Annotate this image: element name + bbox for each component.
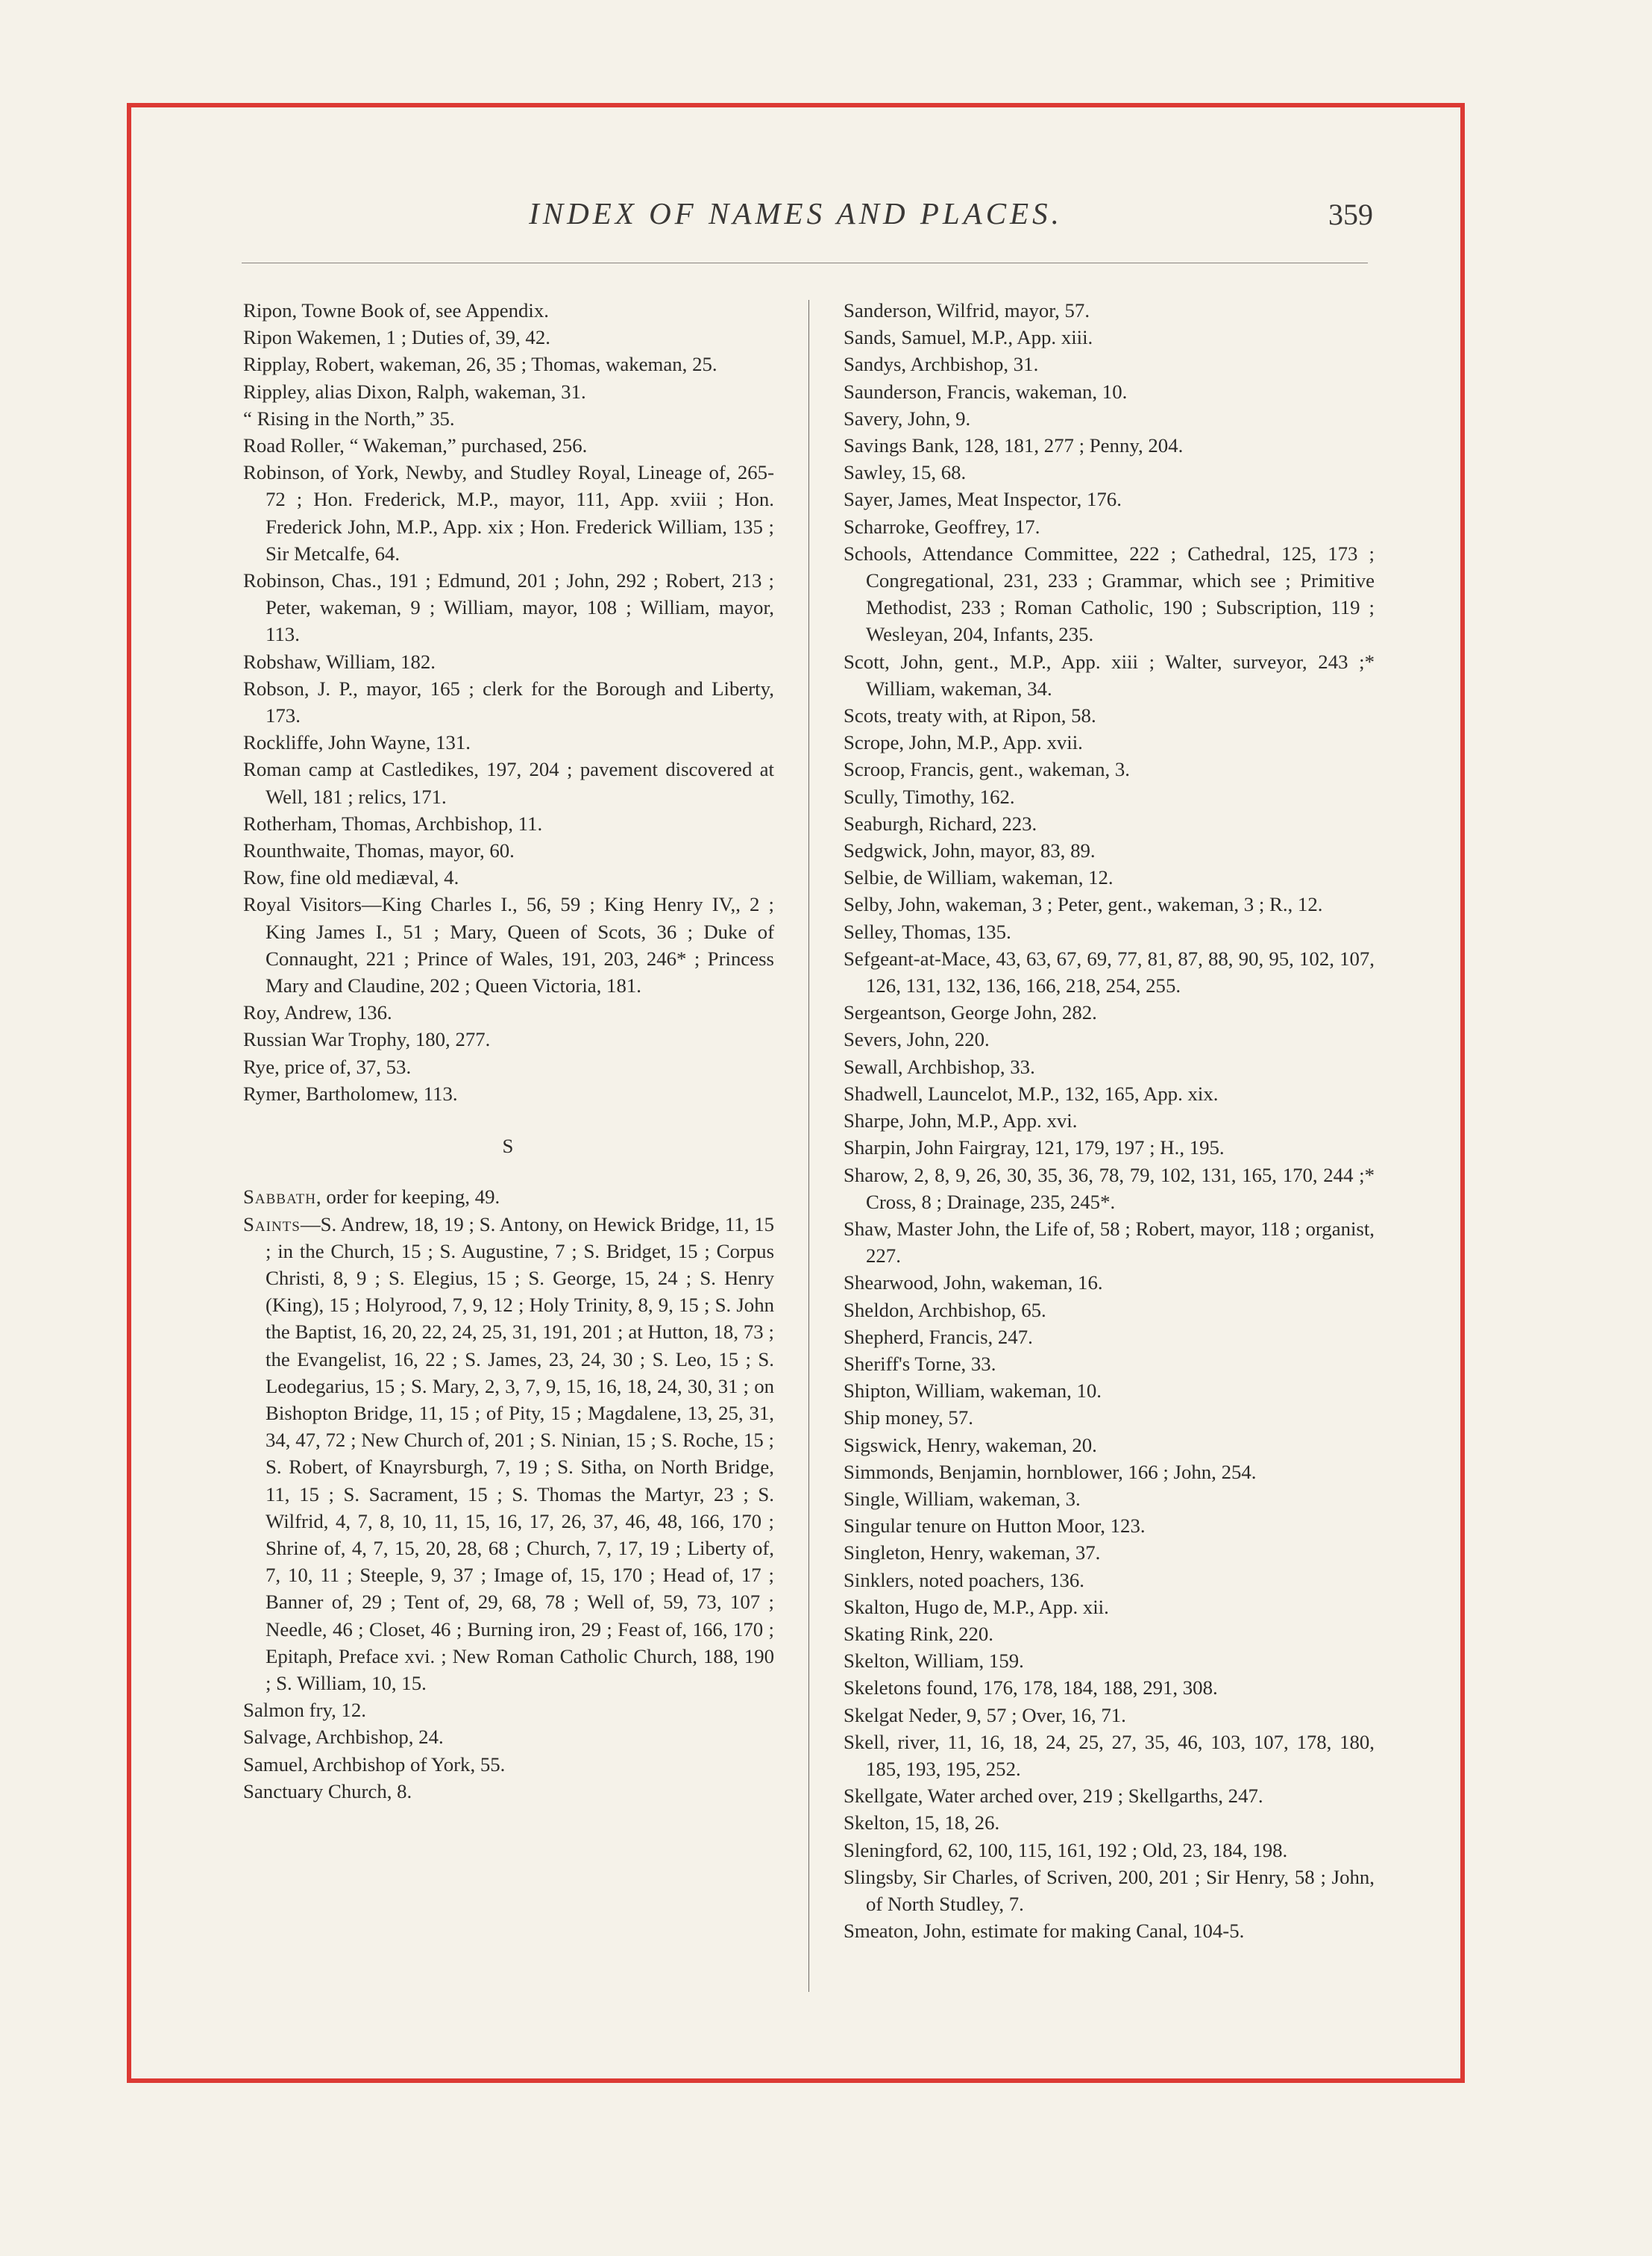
index-entry: Ripon, Towne Book of, see Appendix.	[243, 299, 549, 322]
index-entry: Smeaton, John, estimate for making Canal, 104-5.	[844, 1920, 1245, 1943]
page-number: 359	[1328, 198, 1373, 231]
index-entry: Savings Bank, 128, 181, 277 ; Penny, 204.	[844, 434, 1184, 457]
index-entry: Sheldon, Archbishop, 65.	[844, 1298, 1046, 1321]
index-entry: Scott, John, gent., M.P., App. xiii ; Walter, surveyor, 243 ;* William, wakeman, 34.	[844, 650, 1375, 700]
index-entry: Rounthwaite, Thomas, mayor, 60.	[243, 839, 515, 862]
index-entry: Skalton, Hugo de, M.P., App. xii.	[844, 1595, 1109, 1618]
index-entry: Row, fine old mediæval, 4.	[243, 866, 459, 889]
index-entry: Skelton, William, 159.	[844, 1649, 1024, 1673]
index-entry: Savery, John, 9.	[844, 407, 971, 430]
index-entry: Selbie, de William, wakeman, 12.	[844, 866, 1114, 889]
index-entry: Sheriff's Torne, 33.	[844, 1352, 996, 1375]
index-entry: Selby, John, wakeman, 3 ; Peter, gent., wakeman, 3 ; R., 12.	[844, 893, 1323, 916]
index-entry: Sedgwick, John, mayor, 83, 89.	[844, 839, 1096, 862]
index-entry: Sewall, Archbishop, 33.	[844, 1055, 1035, 1078]
index-entry: Sharpe, John, M.P., App. xvi.	[844, 1109, 1078, 1132]
index-entry-sabbath	[243, 1183, 774, 1210]
index-entry: Salvage, Archbishop, 24.	[243, 1726, 444, 1749]
index-entry: Scots, treaty with, at Ripon, 58.	[844, 704, 1096, 727]
index-entry: Rockliffe, John Wayne, 131.	[243, 731, 471, 754]
column-divider	[808, 300, 809, 1992]
left-entries-after	[243, 1696, 774, 1805]
index-entry: Shepherd, Francis, 247.	[844, 1325, 1033, 1348]
index-entry: Robson, J. P., mayor, 165 ; clerk for the Borough and Liberty, 173.	[243, 677, 774, 727]
index-entry: Singleton, Henry, wakeman, 37.	[844, 1541, 1101, 1564]
index-entry: Sefgeant-at-Mace, 43, 63, 67, 69, 77, 81, 87, 88, 90, 95, 102, 107, 126, 131, 132, 136, 166, 218, 254, 255.	[844, 947, 1375, 997]
index-entry: Robinson, Chas., 191 ; Edmund, 201 ; John, 292 ; Robert, 213 ; Peter, wakeman, 9 ; William, mayor, 108 ; William, mayor, 113.	[243, 569, 774, 646]
index-entry: Sanderson, Wilfrid, mayor, 57.	[844, 299, 1090, 322]
index-entry: Sharow, 2, 8, 9, 26, 30, 35, 36, 78, 79, 102, 131, 165, 170, 244 ;* Cross, 8 ; Drainage, 235, 245*.	[844, 1163, 1375, 1213]
left-entries	[243, 297, 774, 1107]
right-entries	[844, 297, 1375, 1944]
index-entry: Ripplay, Robert, wakeman, 26, 35 ; Thomas, wakeman, 25.	[243, 353, 717, 376]
index-entry: Russian War Trophy, 180, 277.	[243, 1028, 491, 1051]
index-entry: Sandys, Archbishop, 31.	[844, 353, 1039, 376]
section-letter: S	[502, 1135, 515, 1158]
index-entry: Skellgate, Water arched over, 219 ; Skellgarths, 247.	[844, 1785, 1263, 1808]
index-entry: “ Rising in the North,” 35.	[243, 407, 455, 430]
index-entry: Samuel, Archbishop of York, 55.	[243, 1752, 506, 1776]
index-entry: Severs, John, 220.	[844, 1028, 990, 1051]
index-entry: Sleningford, 62, 100, 115, 161, 192 ; Old, 23, 184, 198.	[844, 1838, 1288, 1861]
index-entry: Shearwood, John, wakeman, 16.	[844, 1271, 1103, 1294]
index-entry: Skell, river, 11, 16, 18, 24, 25, 27, 35, 46, 103, 107, 178, 180, 185, 193, 195, 252.	[844, 1730, 1375, 1780]
index-entry: Skating Rink, 220.	[844, 1622, 993, 1645]
index-entry: Seaburgh, Richard, 223.	[844, 812, 1037, 835]
index-entry-saints	[243, 1211, 774, 1697]
index-entry: Scully, Timothy, 162.	[844, 785, 1015, 808]
index-entry: Ripon Wakemen, 1 ; Duties of, 39, 42.	[243, 326, 550, 349]
index-entry: Roy, Andrew, 136.	[243, 1001, 392, 1024]
index-entry: Road Roller, “ Wakeman,” purchased, 256.	[243, 434, 588, 457]
index-entry: Sawley, 15, 68.	[844, 461, 967, 484]
right-column	[844, 297, 1375, 1944]
index-entry: Sigswick, Henry, wakeman, 20.	[844, 1433, 1097, 1456]
index-entry: Shaw, Master John, the Life of, 58 ; Robert, mayor, 118 ; organist, 227.	[844, 1217, 1375, 1268]
entry-heading: Saints	[243, 1212, 301, 1235]
page-border	[127, 103, 1465, 2083]
index-entry: Sinklers, noted poachers, 136.	[844, 1568, 1084, 1591]
index-entry: Roman camp at Castledikes, 197, 204 ; pavement discovered at Well, 181 ; relics, 171.	[243, 758, 774, 808]
index-entry: Robshaw, William, 182.	[243, 650, 436, 673]
index-entry: Scharroke, Geoffrey, 17.	[844, 515, 1040, 538]
index-entry: Rotherham, Thomas, Archbishop, 11.	[243, 812, 543, 835]
index-entry: Single, William, wakeman, 3.	[844, 1487, 1081, 1510]
index-entry: Sands, Samuel, M.P., App. xiii.	[844, 326, 1093, 349]
index-entry: Scrope, John, M.P., App. xvii.	[844, 731, 1083, 754]
index-entry: Skelton, 15, 18, 26.	[844, 1811, 1000, 1834]
index-entry: Singular tenure on Hutton Moor, 123.	[844, 1514, 1146, 1538]
index-entry: Royal Visitors—King Charles I., 56, 59 ; King Henry IV,, 2 ; King James I., 51 ; Mary, Queen of Scots, 36 ; Duke of Connaught, 221 ; Prince of Wales, 191, 203, 246* ; Princess Mary and Claudine, 202 ; Queen Victoria, 181.	[243, 893, 774, 997]
index-entry: Simmonds, Benjamin, hornblower, 166 ; John, 254.	[844, 1460, 1257, 1483]
index-entry: Salmon fry, 12.	[243, 1699, 366, 1722]
index-entry: Scroop, Francis, gent., wakeman, 3.	[844, 758, 1131, 781]
index-entry: Ship money, 57.	[844, 1406, 973, 1429]
index-entry: Shipton, William, wakeman, 10.	[844, 1379, 1102, 1403]
entry-text: —S. Andrew, 18, 19 ; S. Antony, on Hewick Bridge, 11, 15 ; in the Church, 15 ; S. Augustine, 7 ; S. Bridget, 15 ; Corpus Christi, 8, 9 ; S. Elegius, 15 ; S. George, 15, 24 ; S. Henry (King), 15 ; Holyrood, 7, 9, 12 ; Holy Trinity, 8, 9, 15 ; S. John the Baptist, 16, 20, 22, 24, 25, 31, 191, 201 ; at Hutton, 18, 73 ; the Evangelist, 16, 22 ; S. James, 23, 24, 30 ; S. Leo, 15 ; S. Leodegarius, 15 ; S. Mary, 2, 3, 7, 9, 15, 16, 18, 24, 30, 31 ; on Bishopton Bridge, 11, 15 ; of Pity, 15 ; Magdalene, 13, 25, 31, 34, 47, 72 ; New Church of, 201 ; S. Ninian, 15 ; S. Roche, 15 ; S. Robert, of Knayrsburgh, 7, 19 ; S. Sitha, on North Bridge, 11, 15 ; S. Sacrament, 15 ; S. Thomas the Martyr, 23 ; S. Wilfrid, 4, 7, 8, 10, 11, 15, 16, 17, 26, 37, 46, 48, 166, 170 ; Shrine of, 4, 7, 15, 20, 28, 68 ; Church, 7, 17, 19 ; Liberty of, 7, 10, 11 ; Steeple, 9, 37 ; Image of, 15, 170 ; Head of, 17 ; Banner of, 29 ; Tent of, 29, 68, 78 ; Well of, 59, 73, 107 ; Needle, 46 ; Closet, 46 ; Burning iron, 29 ; Feast of, 166, 170 ; Epitaph, Preface xvi. ; New Roman Catholic Church, 188, 190 ; S. William, 10, 15.	[266, 1212, 774, 1694]
index-entry: Rye, price of, 37, 53.	[243, 1055, 412, 1078]
index-entry: Sayer, James, Meat Inspector, 176.	[844, 488, 1122, 511]
index-entry: Robinson, of York, Newby, and Studley Royal, Lineage of, 265-72 ; Hon. Frederick, M.P., mayor, 111, App. xviii ; Hon. Frederick John, M.P., App. xix ; Hon. Frederick William, 135 ; Sir Metcalfe, 64.	[243, 461, 774, 565]
running-head: INDEX OF NAMES AND PLACES.	[529, 196, 1063, 231]
left-column	[243, 297, 774, 1805]
index-entry: Rymer, Bartholomew, 113.	[243, 1082, 458, 1105]
index-entry: Sharpin, John Fairgray, 121, 179, 197 ; H., 195.	[844, 1136, 1225, 1159]
index-entry: Schools, Attendance Committee, 222 ; Cathedral, 125, 173 ; Congregational, 231, 233 ; Grammar, which see ; Primitive Methodist, 233 ; Roman Catholic, 190 ; Subscription, 119 ; Wesleyan, 204, Infants, 235.	[844, 542, 1375, 646]
index-entry: Selley, Thomas, 135.	[844, 920, 1011, 943]
index-entry: Slingsby, Sir Charles, of Scriven, 200, 201 ; Sir Henry, 58 ; John, of North Studley, 7.	[844, 1865, 1375, 1915]
index-entry: Skeletons found, 176, 178, 184, 188, 291, 308.	[844, 1676, 1218, 1699]
entry-text: , order for keeping, 49.	[315, 1185, 500, 1209]
index-entry: Rippley, alias Dixon, Ralph, wakeman, 31.	[243, 380, 586, 403]
entry-heading: Sabbath	[243, 1185, 316, 1209]
index-entry: Saunderson, Francis, wakeman, 10.	[844, 380, 1128, 403]
index-entry: Sanctuary Church, 8.	[243, 1779, 412, 1802]
index-entry: Shadwell, Launcelot, M.P., 132, 165, App. xix.	[844, 1082, 1219, 1105]
index-entry: Skelgat Neder, 9, 57 ; Over, 16, 71.	[844, 1703, 1126, 1726]
index-entry: Sergeantson, George John, 282.	[844, 1001, 1097, 1024]
